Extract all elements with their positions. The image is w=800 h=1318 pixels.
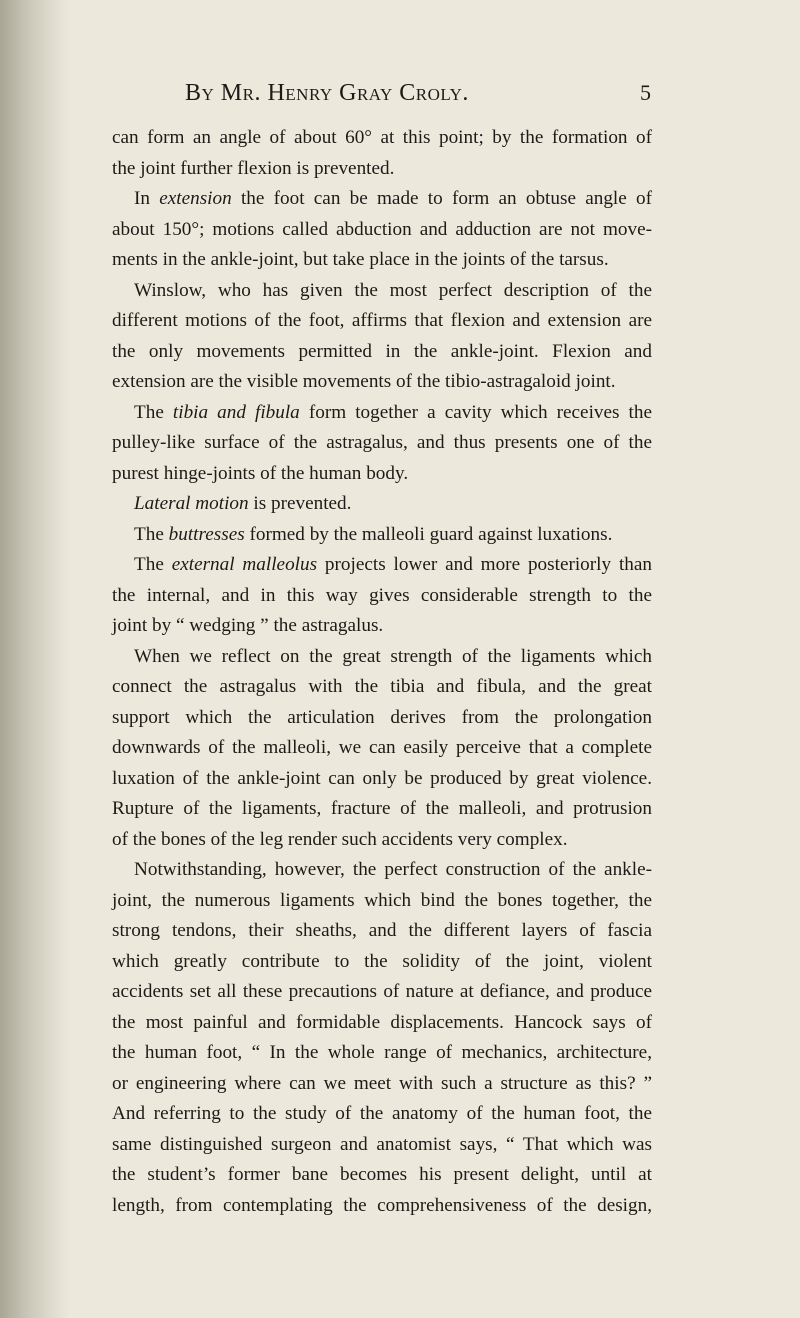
text-run: length, from contemplating the comprehensiveness of the design,	[112, 1194, 652, 1216]
text-line	[112, 733, 652, 764]
text-line	[112, 1160, 652, 1191]
paragraph	[112, 184, 652, 276]
text-run: Notwithstanding, however, the perfect construction of the ankle-	[134, 859, 652, 880]
italic-term: tibia and fibula	[172, 401, 300, 423]
text-run: In	[134, 188, 160, 209]
paragraph	[112, 123, 652, 184]
text-line	[112, 672, 652, 703]
text-line	[112, 123, 652, 154]
text-run: accidents set all these precautions of nature at defiance, and produce	[112, 981, 652, 1002]
text-run: ments in the ankle-joint, but take place in the joints of the tarsus.	[112, 249, 609, 270]
text-run: is prevented.	[248, 493, 352, 514]
text-line	[112, 794, 652, 825]
text-run: luxation of the ankle-joint can only be produced by great violence.	[112, 767, 652, 789]
text-line	[112, 1130, 652, 1161]
text-line	[112, 154, 652, 185]
page-number: 5	[640, 80, 651, 105]
text-run: the internal, and in this way gives considerable strength to the	[112, 584, 652, 606]
text-line	[112, 367, 652, 398]
text-run: joint by “ wedging ” the astragalus.	[112, 615, 384, 636]
text-line	[112, 520, 652, 551]
paragraph	[112, 642, 652, 856]
text-line	[112, 459, 652, 490]
text-run: formed by the malleoli guard against luxations.	[244, 523, 613, 545]
text-run: the foot can be made to form an obtuse angle of	[231, 188, 652, 209]
text-run: the joint further flexion is prevented.	[112, 157, 395, 179]
text-line	[112, 947, 652, 978]
text-line	[112, 1008, 652, 1039]
text-line	[112, 550, 652, 581]
text-line	[112, 306, 652, 337]
text-line	[112, 215, 652, 246]
text-run: projects lower and more posteriorly than	[317, 554, 652, 575]
text-line	[112, 184, 652, 215]
text-run: The	[134, 554, 172, 575]
paragraph	[112, 398, 652, 490]
text-line	[112, 245, 652, 276]
text-run: joint, the numerous ligaments which bind the bones together, the	[112, 889, 652, 911]
text-run: support which the articulation derives from the prolongation	[112, 706, 652, 728]
text-line	[112, 1069, 652, 1100]
text-line	[112, 611, 652, 642]
text-line	[112, 276, 652, 307]
text-run: same distinguished surgeon and anatomist says, “ That which was	[112, 1133, 652, 1155]
body-text	[112, 123, 652, 1221]
text-run: different motions of the foot, affirms that flexion and extension are	[112, 310, 652, 331]
italic-term: buttresses	[168, 523, 245, 545]
text-run: the student’s former bane becomes his present delight, until at	[112, 1164, 652, 1185]
text-run: which greatly contribute to the solidity of the joint, violent	[112, 950, 652, 972]
text-run: purest hinge-joints of the human body.	[112, 462, 409, 484]
text-line	[112, 581, 652, 612]
text-line	[112, 428, 652, 459]
italic-term: external malleolus	[171, 554, 318, 575]
paragraph	[112, 489, 652, 520]
text-line	[112, 642, 652, 673]
text-line	[112, 337, 652, 368]
text-line	[112, 916, 652, 947]
running-head: By Mr. Henry Gray Croly.	[185, 80, 469, 106]
text-run: strong tendons, their sheaths, and the different layers of fascia	[112, 920, 652, 941]
text-run: of the bones of the leg render such accidents very complex.	[112, 828, 568, 850]
text-run: When we reflect on the great strength of the ligaments which	[134, 645, 652, 667]
text-line	[112, 703, 652, 734]
text-run: can form an angle of about 60° at this point; by the formation of	[112, 127, 652, 148]
text-line	[112, 398, 652, 429]
italic-term: Lateral motion	[134, 493, 249, 514]
text-line	[112, 1038, 652, 1069]
text-run: pulley-like surface of the astragalus, and thus presents one of the	[112, 432, 652, 453]
text-run: And referring to the study of the anatomy of the human foot, the	[112, 1103, 652, 1124]
text-line	[112, 764, 652, 795]
text-run: Rupture of the ligaments, fracture of the malleoli, and protrusion	[112, 798, 652, 819]
text-line	[112, 1191, 652, 1222]
paragraph	[112, 855, 652, 1221]
text-run: the only movements permitted in the ankle-joint. Flexion and	[112, 340, 652, 362]
text-run: extension are the visible movements of the tibio-astragaloid joint.	[112, 371, 616, 392]
text-run: The	[134, 401, 173, 423]
text-run: downwards of the malleoli, we can easily perceive that a complete	[112, 737, 652, 758]
text-line	[112, 489, 652, 520]
text-run: or engineering where can we meet with such a structure as this? ”	[112, 1072, 652, 1094]
text-run: The	[134, 523, 169, 545]
paragraph	[112, 276, 652, 398]
text-line	[112, 855, 652, 886]
italic-term: extension	[159, 188, 232, 209]
text-run: form together a cavity which receives the	[299, 401, 652, 423]
text-run: connect the astragalus with the tibia and fibula, and the great	[112, 676, 652, 697]
paragraph	[112, 550, 652, 642]
text-line	[112, 886, 652, 917]
text-run: Winslow, who has given the most perfect description of the	[134, 279, 652, 301]
paragraph	[112, 520, 652, 551]
text-run: the most painful and formidable displacements. Hancock says of	[112, 1011, 652, 1033]
text-run: the human foot, “ In the whole range of mechanics, architecture,	[112, 1042, 652, 1063]
text-line	[112, 977, 652, 1008]
text-line	[112, 825, 652, 856]
text-run: about 150°; motions called abduction and adduction are not move-	[112, 218, 652, 240]
text-line	[112, 1099, 652, 1130]
